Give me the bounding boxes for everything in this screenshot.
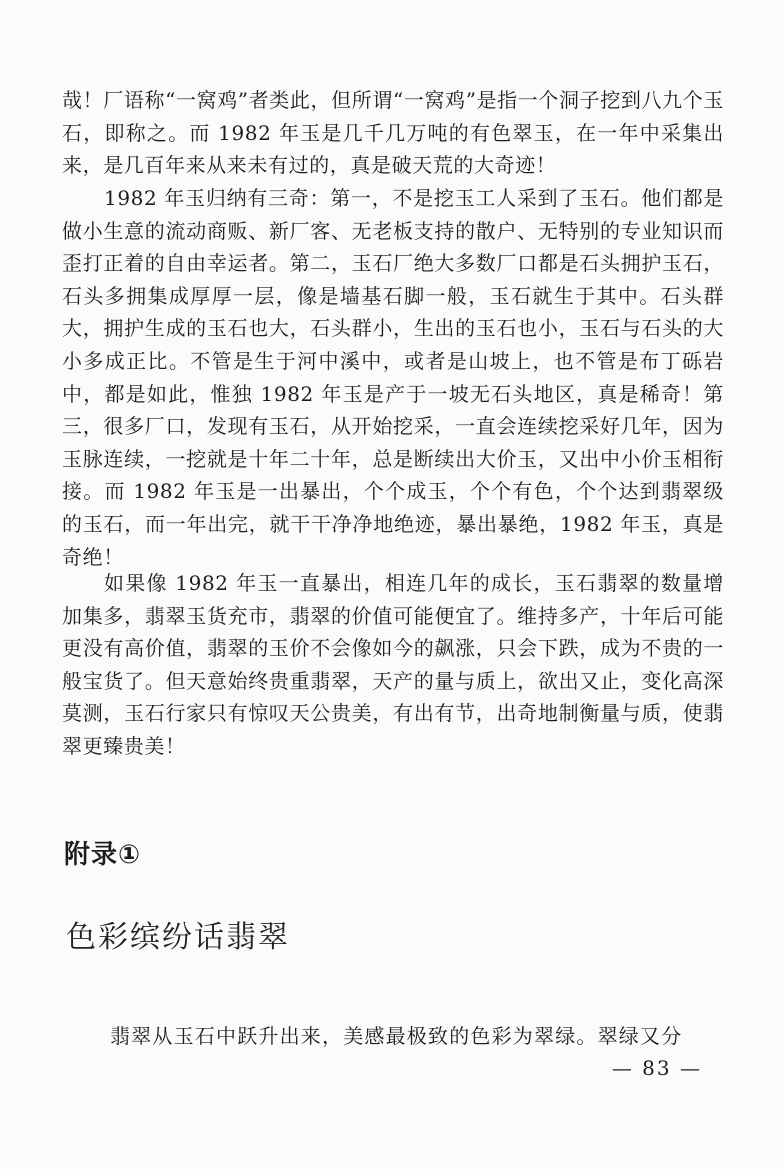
- paragraph-2: 1982 年玉归纳有三奇：第一，不是挖玉工人采到了玉石。他们都是做小生意的流动商贩、新厂客、无老板支持的散户、无特别的专业知识而歪打正着的自由幸运者。第二，玉石厂绝大多数厂口都是石头拥护玉石，石头多拥集成厚厚一层，像是墙基石脚一般，玉石就生于其中。石头群大，拥护生成的玉石也大，石头群小，生出的玉石也小，玉石与石头的大小多成正比。不管是生于河中溪中，或者是山坡上，也不管是布丁砾岩中，都是如此，惟独 1982 年玉是产于一坡无石头地区，真是稀奇！第三，很多厂口，发现有玉石，从开始挖采，一直会连续挖采好几年，因为玉脉连续，一挖就是十年二十年，总是断续出大价玉，又出中小价玉相衔接。而 1982 年玉是一出暴出，个个成玉，个个有色，个个达到翡翠级的玉石，而一年出完，就干干净净地绝迹，暴出暴绝，1982 年玉，真是奇绝！: [62, 186, 724, 569]
- page-number: — 83 —: [611, 1056, 702, 1080]
- paragraph-3: 如果像 1982 年玉一直暴出，相连几年的成长，玉石翡翠的数量增加集多，翡翠玉货充市，翡翠的价值可能便宜了。维持多产，十年后可能更没有高价值，翡翠的玉价不会像如今的飙涨，只会下跌，成为不贵的一般宝货了。但天意始终贵重翡翠，天产的量与质上，欲出又止，变化高深莫测，玉石行家只有惊叹天公贵美，有出有节，出奇地制衡量与质，使翡翠更臻贵美！: [62, 571, 724, 758]
- paragraph-4: 翡翠从玉石中跃升出来，美感最极致的色彩为翠绿。翠绿又分: [110, 1024, 683, 1048]
- appendix-label: 附录①: [64, 840, 142, 870]
- section-title: 色彩缤纷话翡翠: [66, 920, 290, 955]
- paragraph-1: 哉！厂语称“一窝鸡”者类此，但所谓“一窝鸡”是指一个洞子挖到八九个玉石，即称之。而 1982 年玉是几千几万吨的有色翠玉，在一年中采集出来，是几百年来从来未有过的，真是破天荒的大奇迹！: [62, 88, 724, 178]
